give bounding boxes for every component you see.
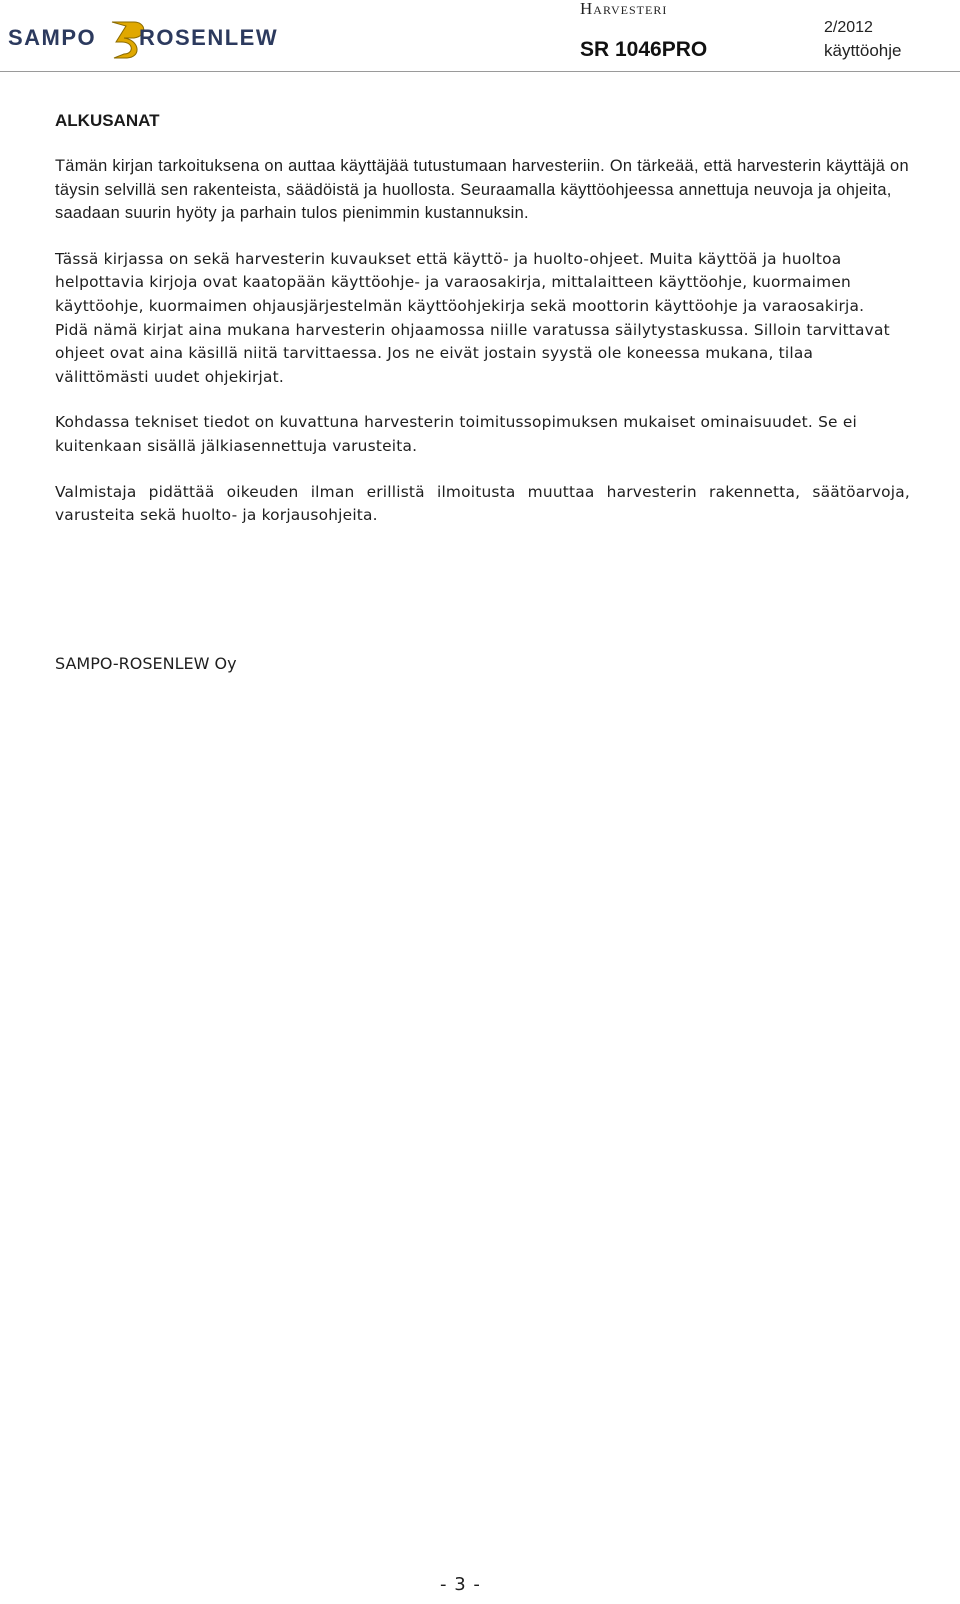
- paragraph-keep-manuals: Pidä nämä kirjat aina mukana harvesterin ohjaamossa niille varatussa säilytystaskussa. Silloin tarvittavat ohjeet ovat aina käsillä niitä tarvittaessa. Jos ne eivät jostain syystä ole koneessa mukana, tilaa välittömästi uudet ohjekirjat.: [55, 320, 890, 386]
- paragraph-technical-data: Kohdassa tekniset tiedot on kuvattuna harvesterin toimitussopimuksen mukaiset ominaisuudet. Se ei kuitenkaan sisällä jälkiasennettuja varusteita.: [55, 413, 857, 455]
- paragraph-manufacturer-rights: Valmistaja pidättää oikeuden ilman erillistä ilmoitusta muuttaa harvesterin rakennetta, säätöarvoja, varusteita sekä huolto- ja korjausohjeita.: [55, 482, 910, 525]
- page-number: - 3 -: [440, 1574, 481, 1595]
- main-content: [55, 111, 910, 550]
- sampo-rosenlew-logo: [8, 14, 280, 64]
- paragraph-purpose: Tämän kirjan tarkoituksena on auttaa käyttäjää tutustumaan harvesteriin. On tärkeää, että harvesterin käyttäjä on täysin selvillä sen rakenteista, säädöistä ja huollosta. Seuraamalla käyttöohjeessa annettuja neuvoja ja ohjeita, saadaan suurin hyöty ja parhain tulos pienimmin kustannuksin.: [55, 157, 909, 223]
- section-heading: ALKUSANAT: [55, 111, 160, 130]
- page-header: [0, 0, 960, 74]
- document-date: 2/2012: [824, 19, 873, 36]
- document-type: käyttöohje: [824, 41, 902, 60]
- logo-text-left: SAMPO: [8, 25, 97, 50]
- paragraph-other-manuals: Tässä kirjassa on sekä harvesterin kuvaukset että käyttö- ja huolto-ohjeet. Muita käyttöä ja huoltoa helpottavia kirjoja ovat kaatopään käyttöohje- ja varaosakirja, mittalaitteen käyttöohje, kuormaimen käyttöohje, kuormaimen ohjausjärjestelmän käyttöohjekirja sekä moottorin käyttöohje ja varaosakirja.: [55, 249, 865, 315]
- model-name: SR 1046PRO: [580, 38, 708, 61]
- header-divider: [0, 71, 960, 72]
- logo-text-right: ROSENLEW: [139, 25, 279, 50]
- signature: SAMPO-ROSENLEW Oy: [55, 654, 237, 673]
- document-category: Harvesteri: [580, 0, 668, 18]
